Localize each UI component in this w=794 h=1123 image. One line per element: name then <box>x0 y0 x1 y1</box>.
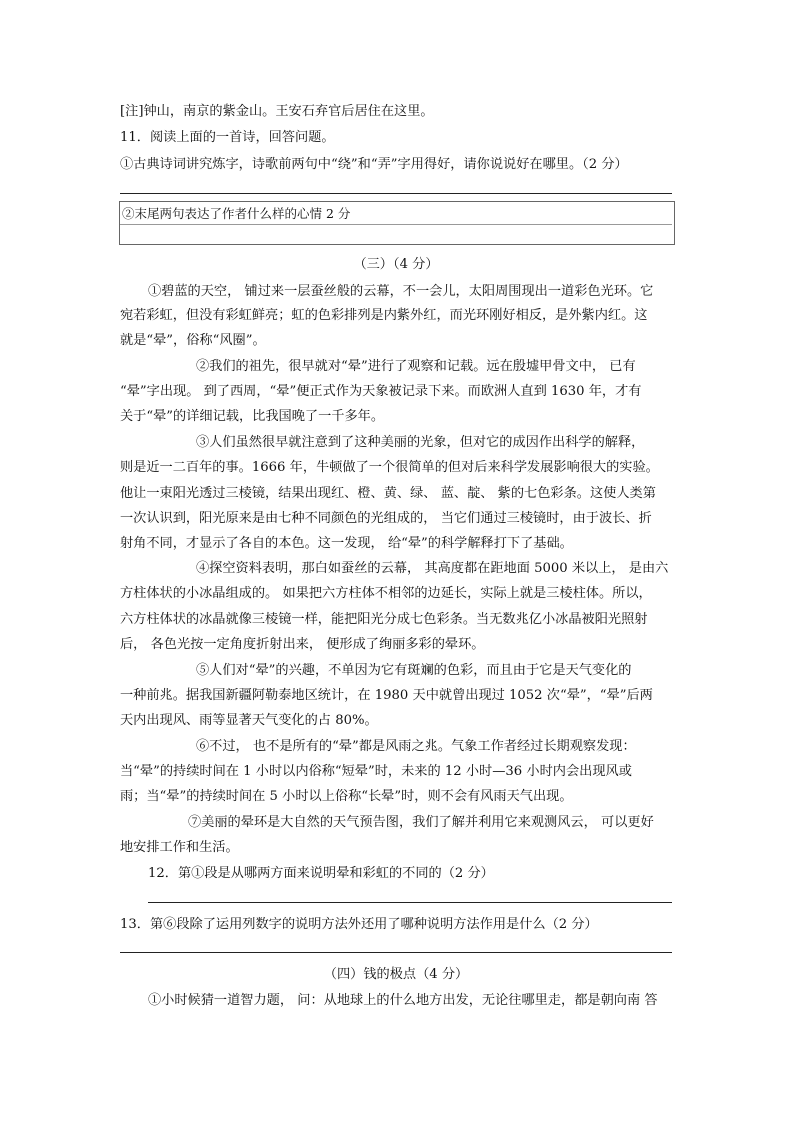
passage-line: 射角不同，才显示了各自的本色。这一发现， 给“晕”的科学解释打下了基础。 <box>120 536 573 551</box>
passage-line: ③人们虽然很早就注意到了这种美丽的光象，但对它的成因作出科学的解释， <box>196 435 645 450</box>
passage-line: ⑥不过， 也不是所有的“晕”都是风雨之兆。气象工作者经过长期观察发现： <box>196 739 636 754</box>
passage-line: 一种前兆。据我国新疆阿勒泰地区统计，在 1980 天中就曾出现过 1052 次“晕”，“晕”后两 <box>120 688 653 703</box>
passage-line: 就是“晕”，俗称“风圈”。 <box>120 333 266 348</box>
answer-line <box>148 902 672 903</box>
passage-line: ②我们的祖先，很早就对“晕”进行了观察和记载。远在殷墟甲骨文中， 已有 <box>196 359 636 374</box>
passage-line: 他让一束阳光透过三棱镜，结果出现红、橙、黄、绿、 蓝、靛、 紫的七色彩条。这使人类第 <box>120 486 656 501</box>
passage-line: 一次认识到，阳光原来是由七种不同颜色的光组成的， 当它们通过三棱镜时，由于波长、折 <box>120 511 652 526</box>
answer-line <box>120 224 672 225</box>
section-3-heading: （三）（4 分） <box>353 257 439 272</box>
passage-line: 关于“晕”的详细记载，比我国晚了一千多年。 <box>120 409 385 424</box>
passage-line: 天内出现风、雨等显著天气变化的占 80%。 <box>120 713 378 728</box>
section-4-heading: （四）钱的极点（4 分） <box>323 967 469 982</box>
passage-line: 雨；当“晕”的持续时间在 5 小时以上俗称“长晕”时，则不会有风雨天气出现。 <box>120 789 573 804</box>
passage-line: ④探空资料表明，那白如蚕丝的云幕， 其高度都在距地面 5000 米以上， 是由六 <box>196 561 669 576</box>
annotation-note: [注]钟山，南京的紫金山。王安石弃官后居住在这里。 <box>120 104 434 119</box>
question-11-part-1: ①古典诗词讲究炼字，诗歌前两句中“绕”和“弄”字用得好，请你说说好在哪里。（2 分） <box>120 157 628 172</box>
passage-line: ⑤人们对“晕”的兴趣，不单因为它有斑斓的色彩，而且由于它是天气变化的 <box>196 663 632 678</box>
question-13: 13．第⑥段除了运用列数字的说明方法外还用了哪种说明方法作用是什么（2 分） <box>120 917 598 932</box>
passage-line: ⑦美丽的晕环是大自然的天气预告图，我们了解并利用它来观测风云， 可以更好 <box>188 815 654 830</box>
passage-line: 当“晕”的持续时间在 1 小时以内俗称“短晕”时，未来的 12 小时—36 小时内会出现风或 <box>120 764 632 779</box>
passage-line: 则是近一二百年的事。1666 年，牛顿做了一个很简单的但对后来科学发展影响很大的实验。 <box>120 460 659 475</box>
passage-line: “晕”字出现。 到了西周，“晕”便正式作为天象被记录下来。而欧洲人直到 1630 年，才有 <box>120 384 642 399</box>
passage-line: 方柱体状的小冰晶组成的。 如果把六方柱体不相邻的边延长，实际上就是三棱柱体。所以， <box>120 586 652 601</box>
passage-line: ①小时候猜一道智力题， 问：从地球上的什么地方出发，无论往哪里走，都是朝向南 答 <box>148 993 658 1008</box>
passage-line: 地安排工作和生活。 <box>120 840 239 855</box>
passage-line: 六方柱体状的冰晶就像三棱镜一样，能把阳光分成七色彩条。当无数兆亿小冰晶被阳光照射 <box>120 612 648 627</box>
question-12: 12．第①段是从哪两方面来说明晕和彩虹的不同的（2 分） <box>148 866 494 881</box>
passage-line: 宛若彩虹，但没有彩虹鲜亮；虹的色彩排列是内紫外红，而光环刚好相反，是外紫内红。这 <box>120 308 648 323</box>
question-11-part-2: ②末尾两句表达了作者什么样的心情 2 分 <box>122 206 351 221</box>
passage-line: 后， 各色光按一定角度折射出来， 便形成了绚丽多彩的晕环。 <box>120 637 485 652</box>
answer-line <box>120 952 672 953</box>
answer-line <box>120 193 672 194</box>
question-11-stem: 11．阅读上面的一首诗，回答问题。 <box>120 130 335 145</box>
passage-line: ①碧蓝的天空， 铺过来一层蚕丝般的云幕，不一会儿，太阳周围现出一道彩色光环。它 <box>148 284 654 299</box>
